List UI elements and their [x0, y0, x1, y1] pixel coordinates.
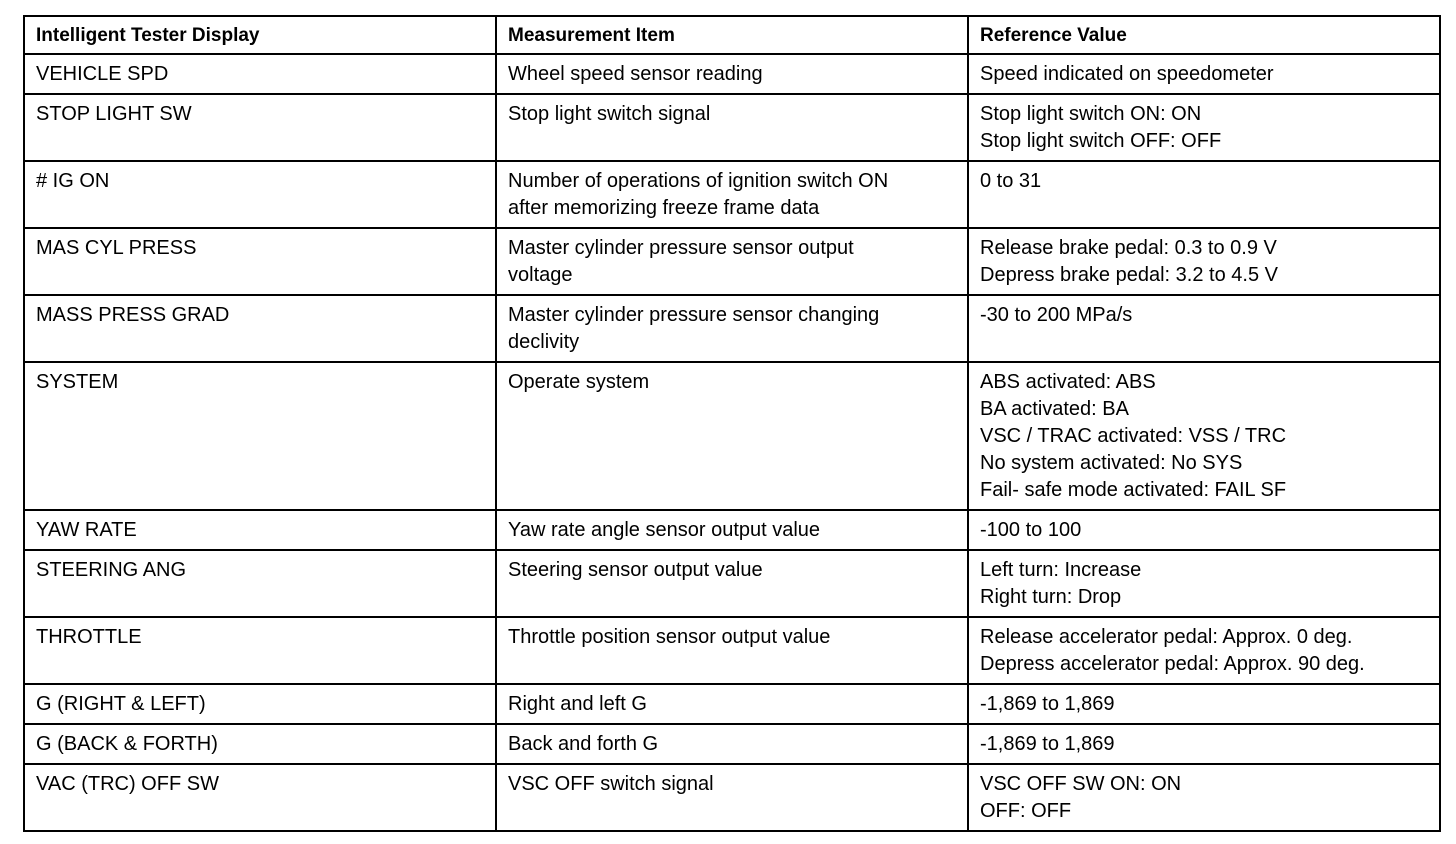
reference-value-cell	[968, 295, 1440, 362]
tester-display-cell	[24, 362, 496, 510]
measurement-item-text: Back and forth G	[508, 733, 659, 755]
reference-value-text: VSC / TRAC activated: VSS / TRC	[980, 425, 1287, 447]
table-row	[24, 724, 1440, 764]
tester-display-cell	[24, 228, 496, 295]
tester-display-cell	[24, 161, 496, 228]
reference-value-cell	[968, 510, 1440, 550]
reference-value-text: -1,869 to 1,869	[980, 733, 1115, 755]
reference-value-text: -30 to 200 MPa/s	[980, 304, 1133, 326]
measurement-item-text: after memorizing freeze frame data	[508, 197, 820, 219]
reference-value-text: Right turn: Drop	[980, 586, 1122, 608]
tester-display-cell	[24, 617, 496, 684]
measurement-item-text: Yaw rate angle sensor output value	[508, 519, 821, 541]
tester-display-text: STOP LIGHT SW	[36, 103, 192, 125]
table-row	[24, 228, 1440, 295]
reference-value-text: BA activated: BA	[980, 398, 1129, 420]
reference-value-text: Stop light switch ON: ON	[980, 103, 1202, 125]
measurement-item-cell	[496, 764, 968, 831]
reference-value-cell	[968, 764, 1440, 831]
tester-display-text: STEERING ANG	[36, 559, 187, 581]
measurement-item-cell	[496, 617, 968, 684]
tester-display-text: # IG ON	[36, 170, 110, 192]
data-list-table	[23, 15, 1441, 832]
reference-value-cell	[968, 617, 1440, 684]
header-measurement-item: Measurement Item	[496, 16, 968, 54]
tester-display-text: VEHICLE SPD	[36, 63, 169, 85]
measurement-item-text: Throttle position sensor output value	[508, 626, 831, 648]
measurement-item-text: voltage	[508, 264, 573, 286]
measurement-item-cell	[496, 54, 968, 94]
measurement-item-text: Right and left G	[508, 693, 647, 715]
measurement-item-cell	[496, 94, 968, 161]
reference-value-text: -100 to 100	[980, 519, 1082, 541]
reference-value-cell	[968, 94, 1440, 161]
table-row	[24, 617, 1440, 684]
tester-display-text: MASS PRESS GRAD	[36, 304, 230, 326]
tester-display-text: YAW RATE	[36, 519, 137, 541]
measurement-item-text: Master cylinder pressure sensor changing	[508, 304, 880, 326]
reference-value-text: Left turn: Increase	[980, 559, 1142, 581]
tester-display-cell	[24, 550, 496, 617]
table-row	[24, 161, 1440, 228]
reference-value-text: No system activated: No SYS	[980, 452, 1243, 474]
measurement-item-cell	[496, 724, 968, 764]
measurement-item-cell	[496, 550, 968, 617]
tester-display-cell	[24, 684, 496, 724]
measurement-item-text: Number of operations of ignition switch ON	[508, 170, 889, 192]
table-row	[24, 684, 1440, 724]
reference-value-text: VSC OFF SW ON: ON	[980, 773, 1182, 795]
measurement-item-text: Wheel speed sensor reading	[508, 63, 763, 85]
measurement-item-cell	[496, 228, 968, 295]
reference-value-text: 0 to 31	[980, 170, 1042, 192]
measurement-item-text: Stop light switch signal	[508, 103, 711, 125]
tester-display-cell	[24, 764, 496, 831]
measurement-item-cell	[496, 510, 968, 550]
measurement-item-text: Master cylinder pressure sensor output	[508, 237, 854, 259]
table-row	[24, 764, 1440, 831]
tester-display-cell	[24, 510, 496, 550]
tester-display-cell	[24, 295, 496, 362]
reference-value-cell	[968, 54, 1440, 94]
table-row	[24, 94, 1440, 161]
measurement-item-text: Steering sensor output value	[508, 559, 763, 581]
reference-value-text: Speed indicated on speedometer	[980, 63, 1274, 85]
tester-display-cell	[24, 54, 496, 94]
table-row	[24, 550, 1440, 617]
table-row	[24, 510, 1440, 550]
measurement-item-cell	[496, 684, 968, 724]
measurement-item-text: Operate system	[508, 371, 650, 393]
table-row	[24, 295, 1440, 362]
measurement-item-cell	[496, 295, 968, 362]
table-header-row	[24, 16, 1440, 54]
tester-display-cell	[24, 724, 496, 764]
header-reference-value: Reference Value	[968, 16, 1440, 54]
reference-value-text: Fail- safe mode activated: FAIL SF	[980, 479, 1287, 501]
reference-value-text: Release accelerator pedal: Approx. 0 deg.	[980, 626, 1353, 648]
measurement-item-text: VSC OFF switch signal	[508, 773, 714, 795]
tester-display-text: VAC (TRC) OFF SW	[36, 773, 219, 795]
reference-value-text: OFF: OFF	[980, 800, 1072, 822]
tester-display-cell	[24, 94, 496, 161]
reference-value-cell	[968, 161, 1440, 228]
reference-value-text: Stop light switch OFF: OFF	[980, 130, 1222, 152]
reference-value-cell	[968, 228, 1440, 295]
header-tester-display: Intelligent Tester Display	[24, 16, 496, 54]
reference-value-cell	[968, 684, 1440, 724]
tester-display-text: THROTTLE	[36, 626, 142, 648]
measurement-item-cell	[496, 362, 968, 510]
tester-display-text: SYSTEM	[36, 371, 119, 393]
reference-value-text: Depress brake pedal: 3.2 to 4.5 V	[980, 264, 1278, 286]
tester-display-text: G (RIGHT & LEFT)	[36, 693, 206, 715]
measurement-item-cell	[496, 161, 968, 228]
reference-value-text: Release brake pedal: 0.3 to 0.9 V	[980, 237, 1277, 259]
tester-display-text: MAS CYL PRESS	[36, 237, 197, 259]
reference-value-text: Depress accelerator pedal: Approx. 90 deg.	[980, 653, 1365, 675]
reference-value-cell	[968, 724, 1440, 764]
measurement-item-text: declivity	[508, 331, 580, 353]
table-row	[24, 54, 1440, 94]
reference-value-cell	[968, 550, 1440, 617]
reference-value-text: -1,869 to 1,869	[980, 693, 1115, 715]
table-body	[24, 54, 1440, 831]
reference-value-text: ABS activated: ABS	[980, 371, 1156, 393]
reference-value-cell	[968, 362, 1440, 510]
tester-display-text: G (BACK & FORTH)	[36, 733, 218, 755]
table-row	[24, 362, 1440, 510]
